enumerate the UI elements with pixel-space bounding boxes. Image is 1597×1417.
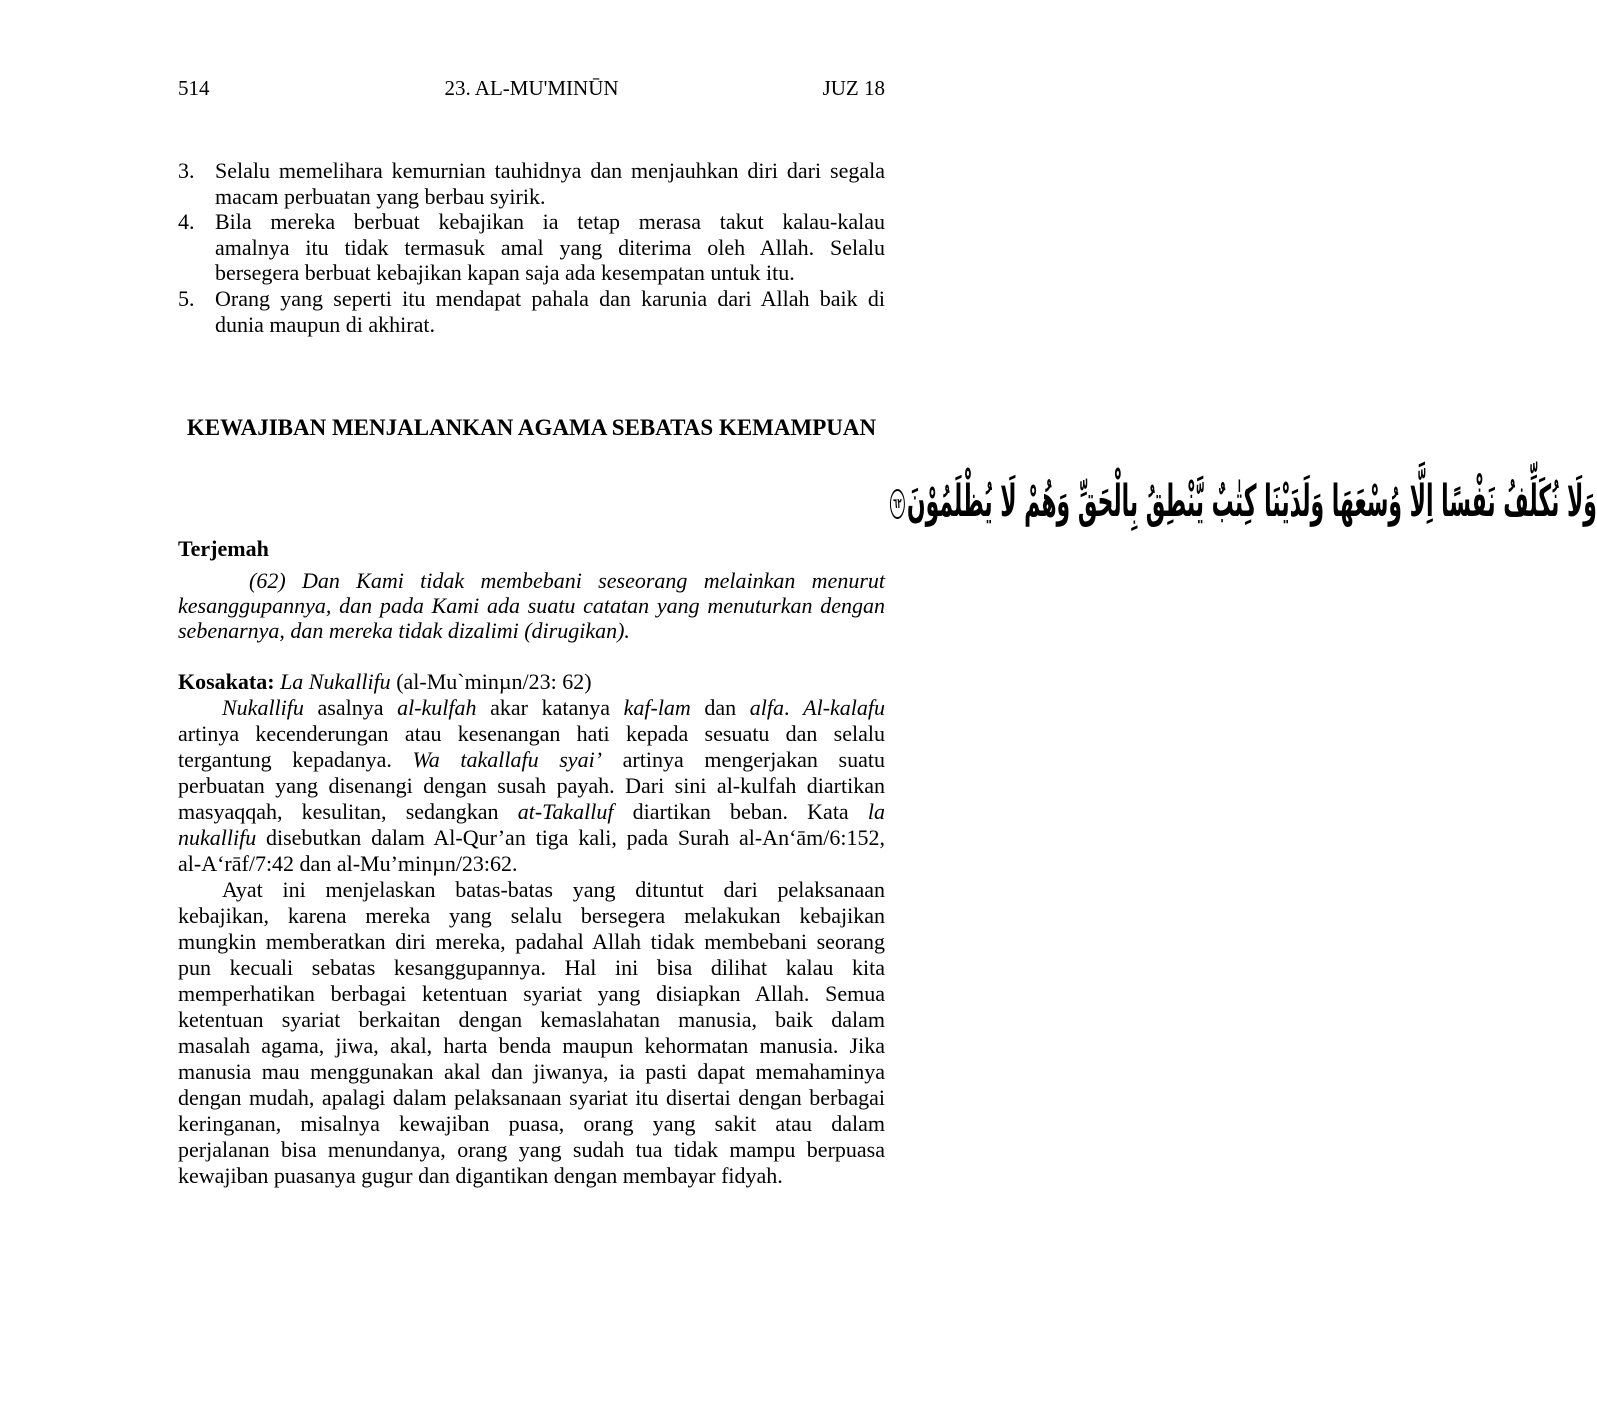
translation-text bbox=[178, 568, 885, 643]
italic-term: Al-kalafu bbox=[803, 695, 886, 720]
list-item bbox=[178, 209, 885, 286]
paragraph-line: keringanan, misalnya kewajiban puasa, orang yang sakit atau dalam bbox=[178, 1111, 885, 1136]
paragraph-line bbox=[178, 799, 885, 825]
translation-label: Terjemah bbox=[178, 536, 269, 561]
paragraph-line: ketentuan syariat berkaitan dengan kemaslahatan manusia, baik dalam bbox=[178, 1007, 885, 1032]
list-item-line: amalnya itu tidak termasuk amal yang diterima oleh Allah. Selalu bbox=[215, 234, 885, 260]
list-item-number: 4. bbox=[178, 209, 195, 235]
italic-term: kaf-lam bbox=[623, 695, 691, 720]
paragraph-line bbox=[178, 851, 885, 877]
text-run: dan bbox=[690, 695, 750, 720]
italic-term: alfa bbox=[749, 695, 785, 720]
paragraph-line: dengan mudah, apalagi dalam pelaksanaan syariat itu disertai dengan berbagai bbox=[178, 1085, 885, 1110]
page-number: 514 bbox=[178, 76, 210, 100]
list-item-line: bersegera berbuat kebajikan kapan saja ada kesempatan untuk itu. bbox=[215, 260, 795, 286]
text-run: tergantung kepadanya. bbox=[178, 747, 413, 772]
list-item-line: macam perbuatan yang berbau syirik. bbox=[215, 183, 546, 209]
italic-term: Wa takallafu syai’ bbox=[412, 747, 603, 772]
paragraph-line: pun kecuali sebatas kesanggupannya. Hal ini bisa dilihat kalau kita bbox=[178, 955, 885, 980]
paragraph-line: mungkin memberatkan diri mereka, padahal Allah tidak membebani seorang bbox=[178, 929, 885, 954]
paragraph-line: kewajiban puasanya gugur dan digantikan dengan membayar fidyah. bbox=[178, 1163, 783, 1188]
text-run: disebutkan dalam Al-Qur’an tiga kali, pada Surah al-An‘ām/6:152, bbox=[256, 825, 885, 850]
italic-term: al-kulfah bbox=[397, 695, 477, 720]
paragraph-line bbox=[178, 747, 885, 773]
italic-term: la bbox=[867, 799, 885, 824]
verse-number-marker: ٦٢ bbox=[890, 489, 905, 519]
list-item-text bbox=[215, 158, 885, 209]
paragraph-line bbox=[178, 773, 885, 799]
list-item-line: Orang yang seperti itu mendapat pahala dan karunia dari Allah baik di bbox=[215, 285, 885, 311]
vocabulary-term: La Nukallifu bbox=[280, 669, 391, 694]
list-item bbox=[178, 286, 885, 337]
paragraph-line: masalah agama, jiwa, akal, harta benda maupun kehormatan manusia. Jika bbox=[178, 1033, 885, 1058]
translation-line: kesanggupannya, dan pada Kami ada suatu catatan yang menuturkan dengan bbox=[178, 593, 885, 618]
list-item-number: 5. bbox=[178, 285, 195, 311]
text-run: asalnya bbox=[303, 695, 398, 720]
body-text bbox=[178, 695, 885, 1189]
list-item-number: 3. bbox=[178, 158, 195, 183]
text-run: al-A‘rāf/7:42 dan al-Mu’minµn/23:62. bbox=[178, 851, 518, 876]
vocabulary-heading bbox=[178, 669, 885, 695]
text-run: masyaqqah, kesulitan, sedangkan bbox=[178, 799, 518, 824]
list-item-line: Selalu memelihara kemurnian tauhidnya dan menjauhkan diri dari segala bbox=[215, 158, 885, 183]
italic-term: Nukallifu bbox=[222, 695, 304, 720]
list-item-line: Bila mereka berbuat kebajikan ia tetap merasa takut kalau-kalau bbox=[215, 209, 885, 235]
text-run: artinya kecenderungan atau kesenangan hati kepada sesuatu dan selalu bbox=[178, 721, 885, 746]
vocabulary-label: Kosakata: bbox=[178, 669, 275, 694]
paragraph-line bbox=[178, 825, 885, 851]
verse-arabic-text: وَلَا نُكَلِّفُ نَفْسًا اِلَّا وُسْعَهَا وَلَدَيْنَا كِتٰبٌ يَّنْطِقُ بِالْحَقِّ وَهُمْ لَا يُظْلَمُوْنَ bbox=[906, 476, 1597, 527]
italic-term: nukallifu bbox=[178, 825, 257, 850]
paragraph-line: Ayat ini menjelaskan batas-batas yang dituntut dari pelaksanaan bbox=[222, 877, 885, 902]
paragraph-line: perjalanan bisa menundanya, orang yang sudah tua tidak mampu berpuasa bbox=[178, 1137, 885, 1162]
text-run: artinya mengerjakan suatu bbox=[602, 747, 885, 772]
list-item bbox=[178, 158, 885, 209]
list-item-line: dunia maupun di akhirat. bbox=[215, 311, 435, 337]
translation-line: sebenarnya, dan mereka tidak dizalimi (dirugikan). bbox=[178, 618, 630, 643]
paragraph-line: memperhatikan berbagai ketentuan syariat yang disiapkan Allah. Semua bbox=[178, 981, 885, 1006]
juz-label: JUZ 18 bbox=[822, 76, 885, 100]
list-item-text bbox=[215, 209, 885, 286]
paragraph-line bbox=[178, 695, 885, 721]
numbered-list bbox=[178, 158, 885, 337]
translation-line: (62) Dan Kami tidak membebani seseorang melainkan menurut bbox=[249, 568, 885, 593]
list-item-text bbox=[215, 286, 885, 337]
paragraph-line: kebajikan, karena mereka yang selalu bersegera melakukan kebajikan bbox=[178, 903, 885, 928]
paragraph bbox=[178, 877, 885, 1189]
section-title: KEWAJIBAN MENJALANKAN AGAMA SEBATAS KEMAMPUAN bbox=[186, 415, 877, 440]
italic-term: at-Takalluf bbox=[517, 799, 614, 824]
chapter-title: 23. AL-MU'MINŪN bbox=[444, 76, 619, 100]
text-run: diartikan beban. Kata bbox=[613, 799, 868, 824]
text-run: perbuatan yang disenangi dengan susah payah. Dari sini al-kulfah diartikan bbox=[178, 773, 885, 798]
quran-verse-block bbox=[178, 458, 1597, 546]
text-run: . bbox=[784, 695, 804, 720]
paragraph bbox=[178, 695, 885, 877]
vocabulary-reference: (al-Mu`minµn/23: 62) bbox=[396, 669, 592, 694]
paragraph-line bbox=[178, 721, 885, 747]
running-header bbox=[178, 75, 885, 101]
text-run: akar katanya bbox=[476, 695, 624, 720]
verse-arabic-line bbox=[890, 458, 1597, 546]
paragraph-line: manusia mau menggunakan akal dan jiwanya, ia pasti dapat memahaminya bbox=[178, 1059, 885, 1084]
